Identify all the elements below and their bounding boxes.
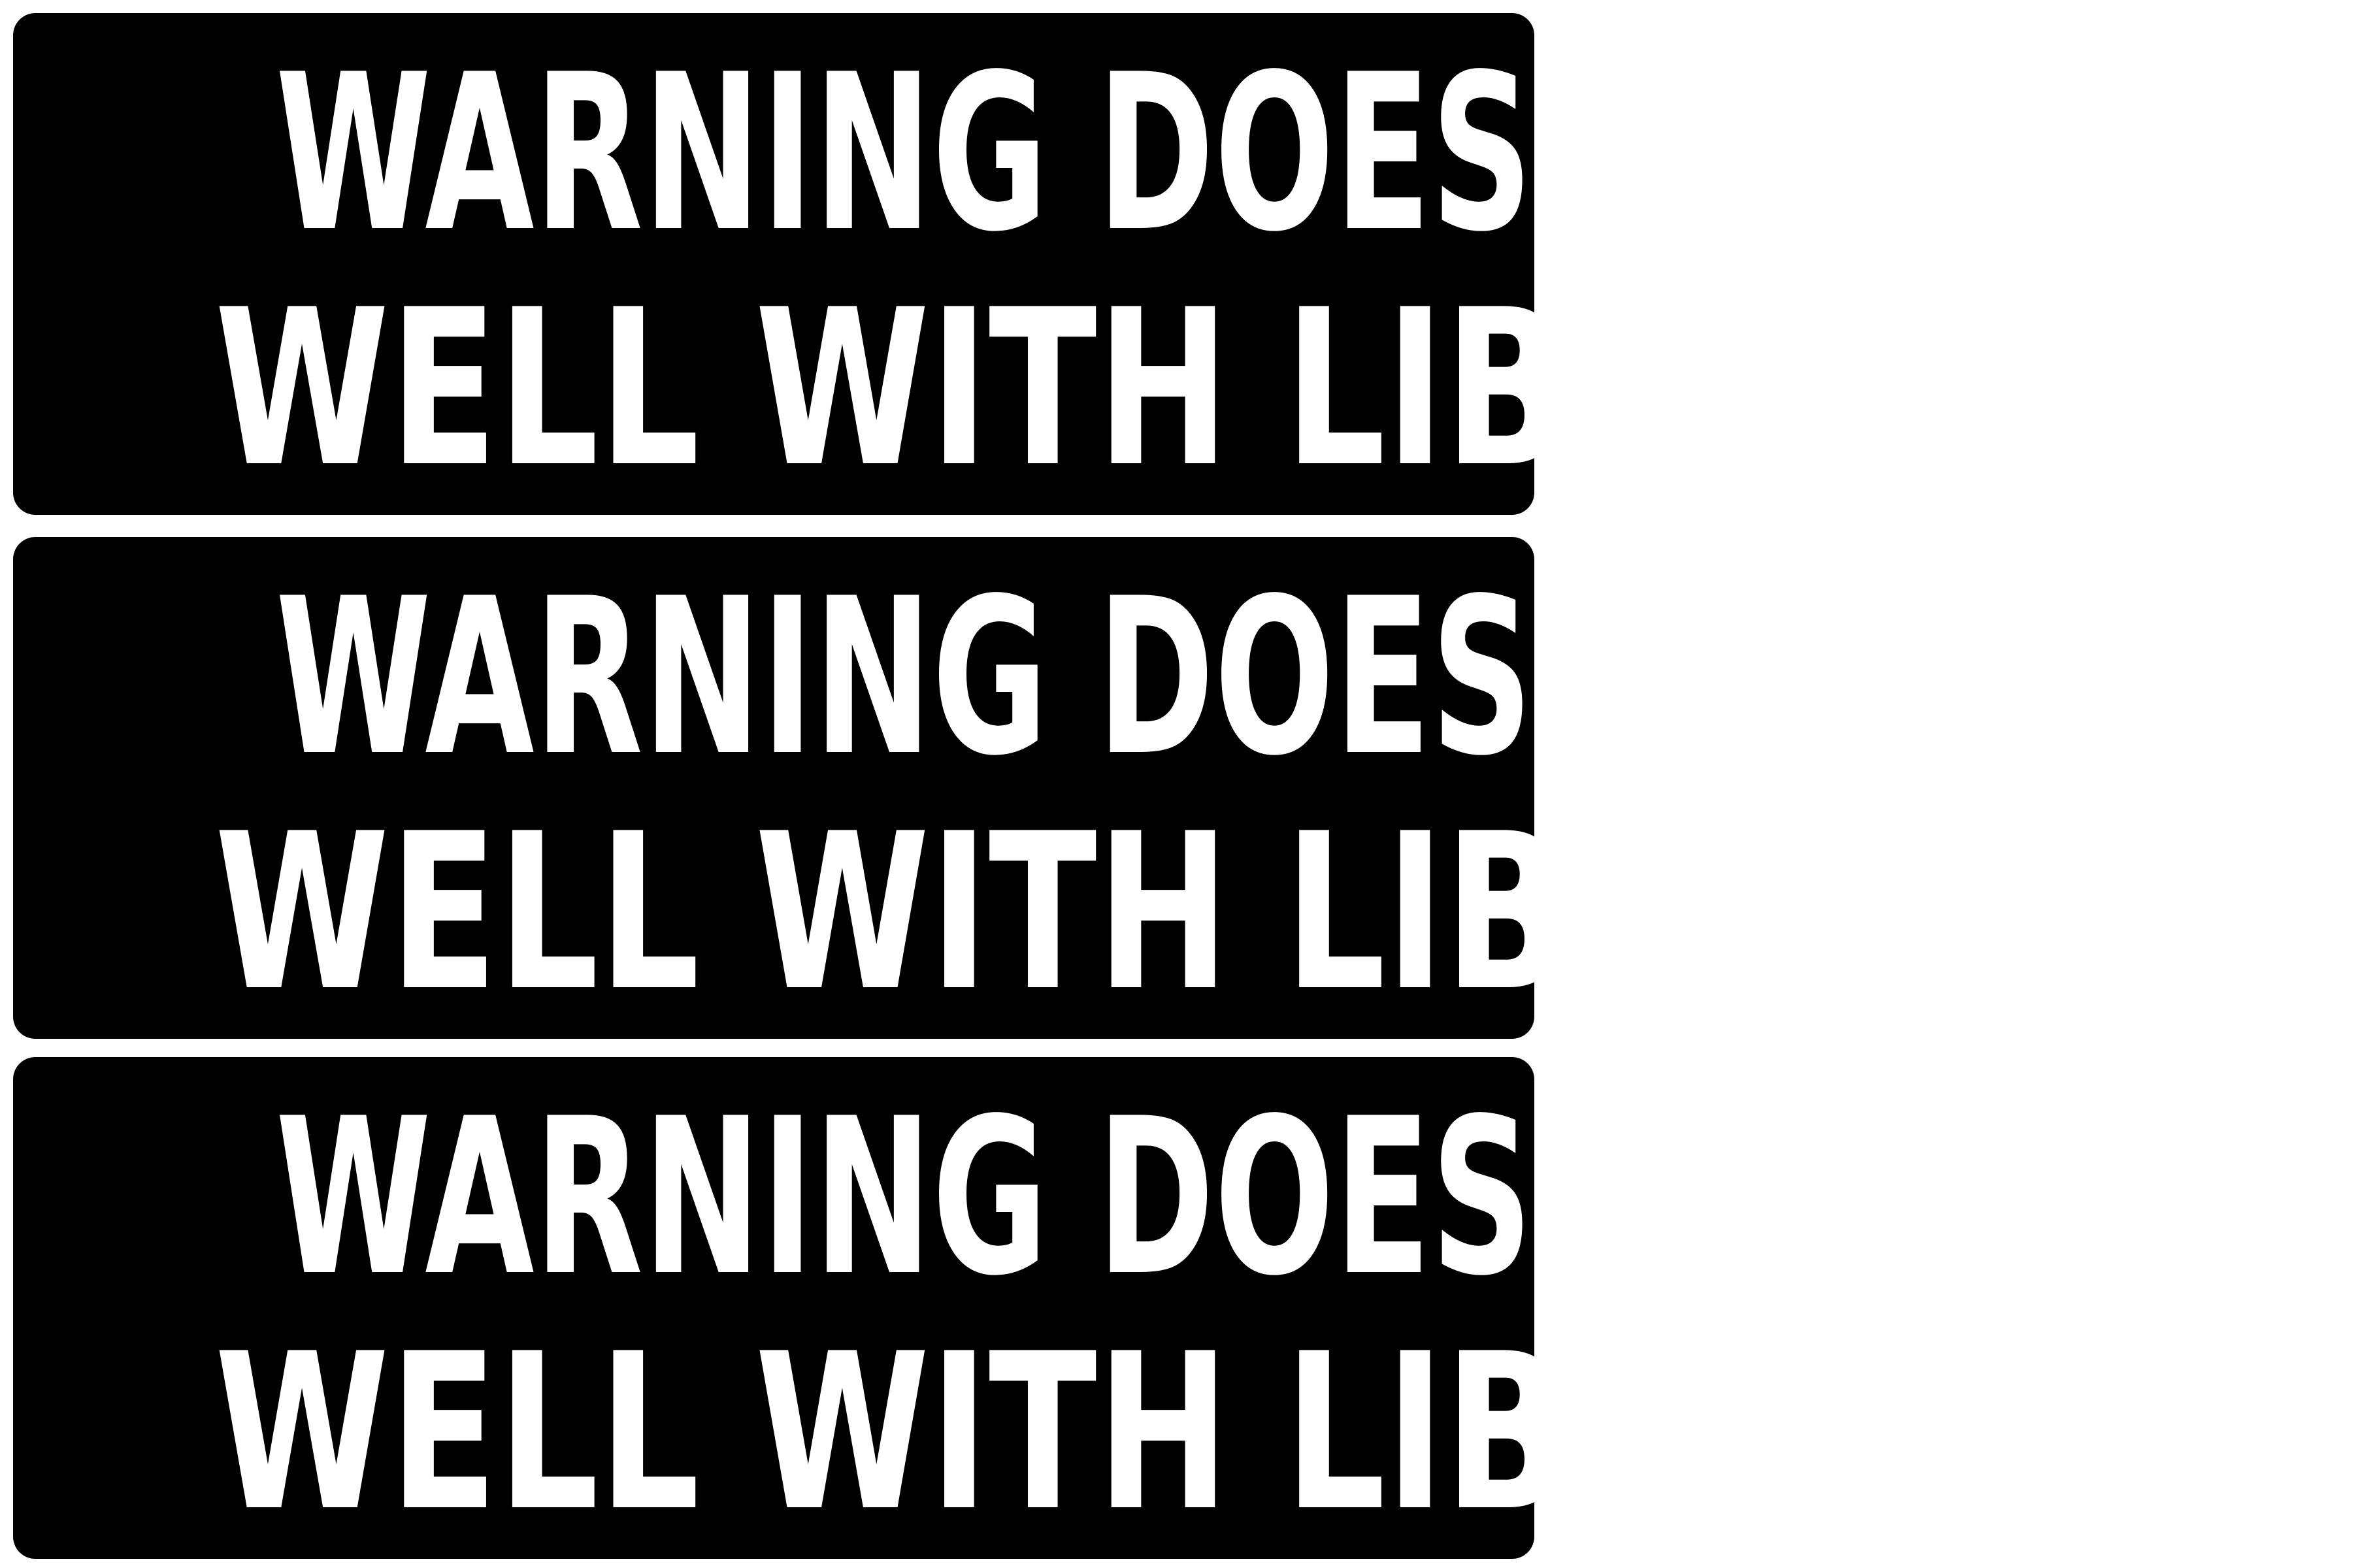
sticker-2-line-2: WELL WITH LIBERALS <box>214 787 2134 1038</box>
sticker-2 <box>13 537 2357 1039</box>
sticker-2-line-1: WARNING DOES NOT PLAY <box>275 552 2357 803</box>
sticker-1-line-2: WELL WITH LIBERALS <box>214 263 2134 514</box>
sticker-1 <box>13 13 2357 515</box>
sticker-3-line-1: WARNING DOES NOT PLAY <box>275 1072 2357 1323</box>
sticker-3-line-2: WELL WITH LIBERALS <box>214 1307 2134 1558</box>
sticker-1-line-1: WARNING DOES NOT PLAY <box>275 28 2357 279</box>
sticker-3 <box>13 1057 2357 1559</box>
